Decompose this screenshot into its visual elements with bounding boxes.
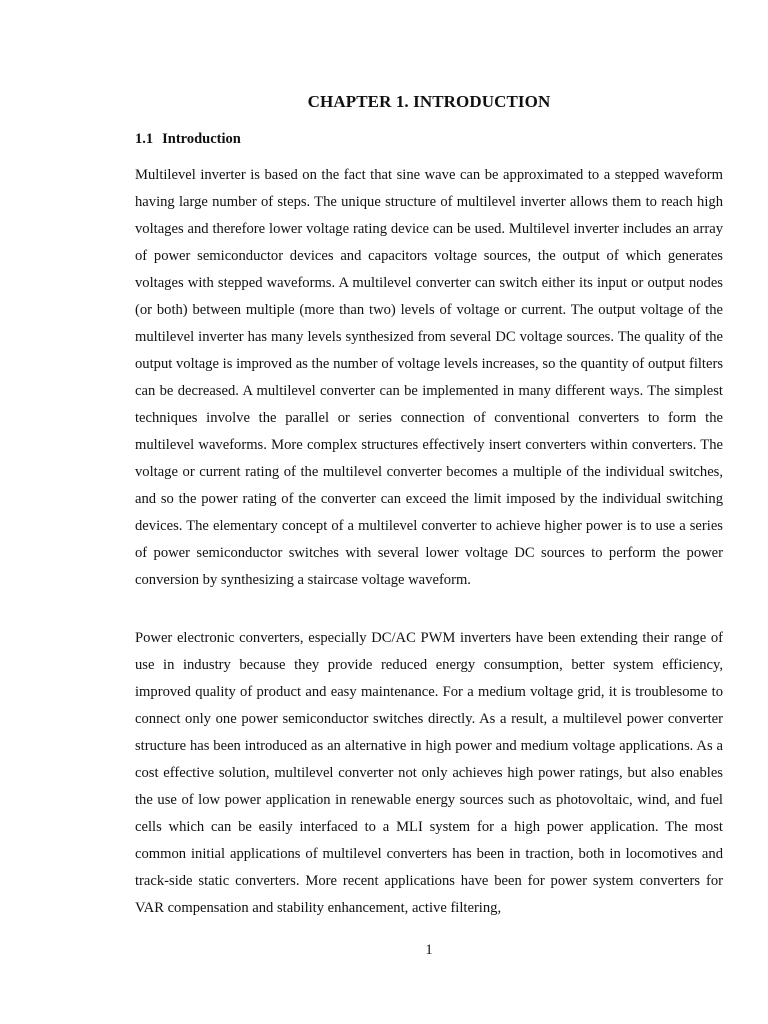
section-title: Introduction xyxy=(162,131,241,147)
section-heading xyxy=(135,131,241,148)
body-paragraph: Power electronic converters, especially DC/AC PWM inverters have been extending their range of use in industry because they provide reduced energy consumption, better system efficiency, improved quality of product and easy maintenance. For a medium voltage grid, it is troublesome to connect only one power semiconductor switches directly. As a result, a multilevel power converter structure has been introduced as an alternative in high power and medium voltage applications. As a cost effective solution, multilevel converter not only achieves high power ratings, but also enables the use of low power application in renewable energy sources such as photovoltaic, wind, and fuel cells which can be easily interfaced to a MLI system for a high power application. The most common initial applications of multilevel converters has been in traction, both in locomotives and track-side static converters. More recent applications have been for power system converters for VAR compensation and stability enhancement, active filtering, xyxy=(135,630,723,916)
section-number: 1.1 xyxy=(135,131,154,147)
page-number: 1 xyxy=(425,942,433,958)
body-paragraph: Multilevel inverter is based on the fact that sine wave can be approximated to a stepped waveform having large number of steps. The unique structure of multilevel inverter allows them to reach high voltages and therefore lower voltage rating device can be used. Multilevel inverter includes an array of power semiconductor devices and capacitors voltage sources, the output of which generates voltages with stepped waveforms. A multilevel converter can switch either its input or output nodes (or both) between multiple (more than two) levels of voltage or current. The output voltage of the multilevel inverter has many levels synthesized from several DC voltage sources. The quality of the output voltage is improved as the number of voltage levels increases, so the quantity of output filters can be decreased. A multilevel converter can be implemented in many different ways. The simplest techniques involve the parallel or series connection of conventional converters to form the multilevel waveforms. More complex structures effectively insert converters within converters. The voltage or current rating of the multilevel converter becomes a multiple of the individual switches, and so the power rating of the converter can exceed the limit imposed by the individual switching devices. The elementary concept of a multilevel converter to achieve higher power is to use a series of power semiconductor switches with several lower voltage DC sources to perform the power conversion by synthesizing a staircase voltage waveform. xyxy=(135,167,723,588)
chapter-title: CHAPTER 1. INTRODUCTION xyxy=(307,92,551,111)
